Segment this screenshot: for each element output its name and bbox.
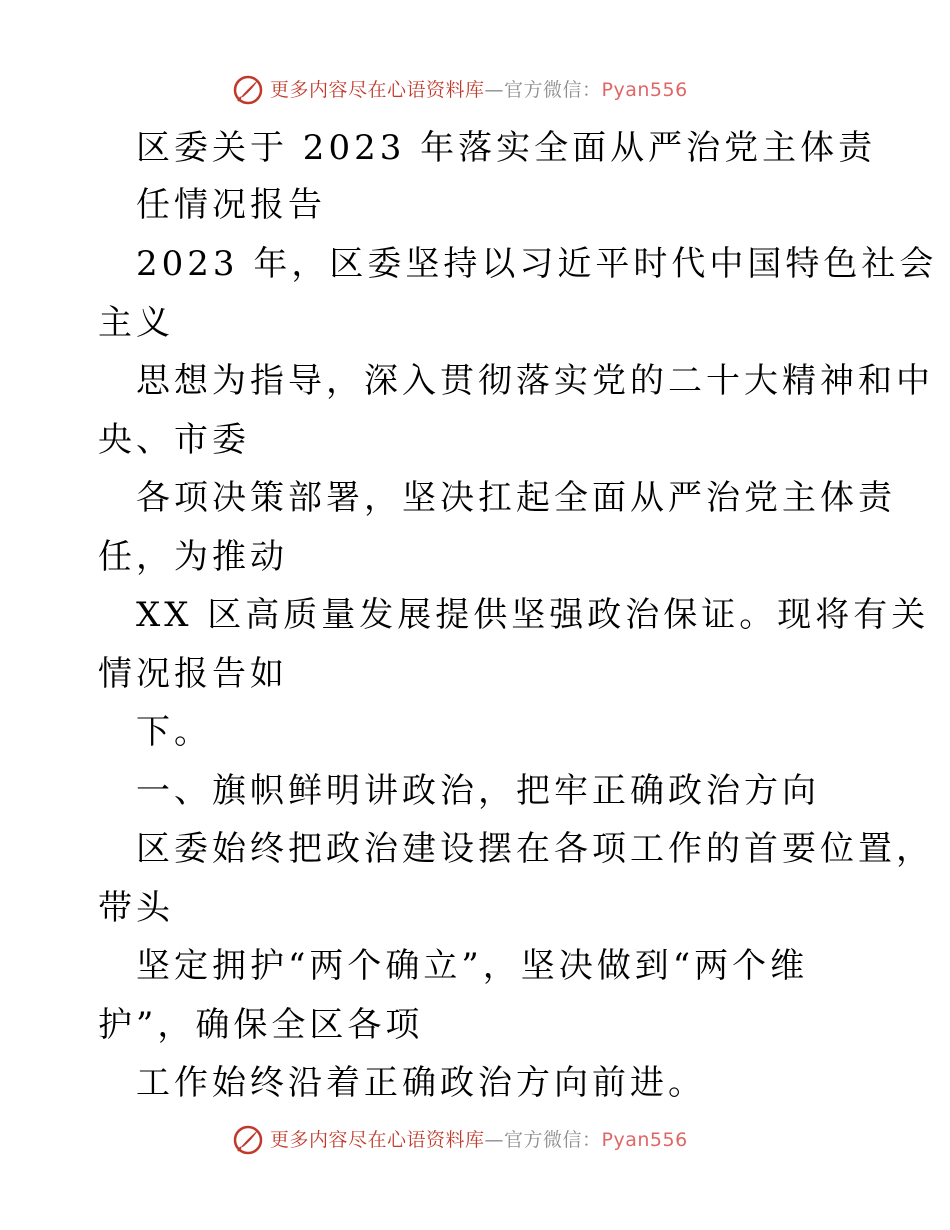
document-title-line-1: 区委关于 2023 年落实全面从严治党主体责 [136, 128, 877, 168]
header-banner [0, 70, 950, 110]
paragraph-line: 思想为指导，深入贯彻落实党的二十大精神和中 [136, 361, 934, 401]
paragraph-line: 下。 [136, 712, 212, 752]
feather-pen-circle-icon [232, 74, 264, 106]
banner-text [270, 78, 688, 102]
banner-site-name: 更多内容尽在心语资料库 [270, 1129, 485, 1151]
banner-wechat-label: —官方微信： [484, 1129, 602, 1151]
footer-banner [0, 1120, 950, 1160]
paragraph-line: 区委始终把政治建设摆在各项工作的首要位置， [136, 829, 934, 869]
paragraph-line: 央、市委 [98, 420, 250, 460]
banner-text [270, 1128, 688, 1152]
paragraph-line: 2023 年，区委坚持以习近平时代中国特色社会 [136, 244, 938, 284]
paragraph-line: XX 区高质量发展提供坚强政治保证。现将有关 [136, 595, 930, 635]
feather-pen-circle-icon [232, 1124, 264, 1156]
paragraph-line: 工作始终沿着正确政治方向前进。 [136, 1063, 706, 1103]
paragraph-line: 各项决策部署，坚决扛起全面从严治党主体责 [136, 478, 896, 518]
section-heading: 一、旗帜鲜明讲政治，把牢正确政治方向 [136, 771, 820, 811]
banner-wechat-label: —官方微信： [484, 79, 602, 101]
paragraph-line: 带头 [98, 888, 174, 928]
document-title-line-2: 任情况报告 [136, 185, 326, 225]
banner-wechat-id: Pyan556 [601, 79, 688, 101]
paragraph-line: 护”，确保全区各项 [98, 1005, 424, 1045]
banner-wechat-id: Pyan556 [601, 1129, 688, 1151]
paragraph-line: 主义 [98, 303, 174, 343]
paragraph-line: 任，为推动 [98, 537, 288, 577]
paragraph-line: 坚定拥护“两个确立”，坚决做到“两个维 [136, 946, 809, 986]
paragraph-line: 情况报告如 [98, 654, 288, 694]
banner-site-name: 更多内容尽在心语资料库 [270, 79, 485, 101]
